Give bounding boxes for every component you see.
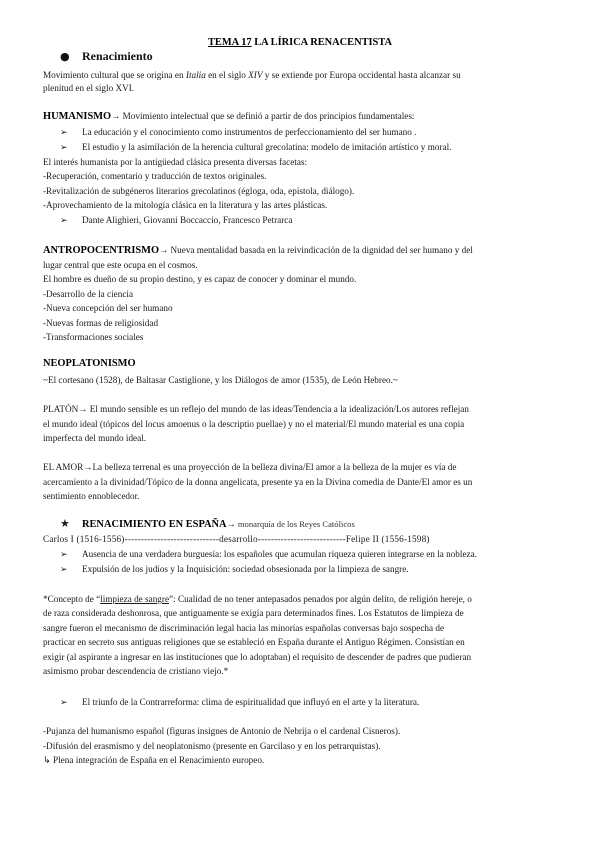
espana-sub: monarquía de los Reyes Católicos <box>235 519 355 529</box>
text-segment: y se extiende por Europa occidental hasta alcanzar su <box>262 70 461 80</box>
platon-term: PLATÓN <box>43 404 79 414</box>
final-line-3 <box>43 754 264 767</box>
text-segment: ”: Cualidad de no tener antepasados penados por algún delito, de religión hereje, o <box>169 594 472 604</box>
neoplatonismo-works: ~El cortesano (1528), de Baltasar Castiglione, y los Diálogos de amor (1535), de León Hebreo.~ <box>43 375 398 385</box>
antropocentrismo-term: ANTROPOCENTRISMO <box>43 245 160 256</box>
italic-italia: Italia <box>185 70 206 80</box>
bullet-icon: ● <box>60 50 70 63</box>
page-title <box>0 37 600 49</box>
humanismo-facet-2: -Revitalización de subgéneros literarios grecolatinos (égloga, oda, epístola, diálogo). <box>43 186 355 196</box>
antropocentrismo-line-1 <box>43 244 473 257</box>
humanismo-point-1 <box>60 126 416 139</box>
antropocentrismo-def: Nueva mentalidad basada en la reivindicación de la dignidad del ser humano y del <box>168 245 473 255</box>
concepto-line-1 <box>43 593 472 605</box>
renacimiento-heading <box>60 50 153 63</box>
arrow-bullet-icon: ➢ <box>60 698 68 708</box>
arrow-icon: → <box>159 245 169 255</box>
arrow-bullet-icon: ➢ <box>60 216 68 226</box>
espana-timeline: Carlos I (1516-1556)-----------------------------desarrollo---------------------------Felipe II (1556-1598) <box>43 534 430 544</box>
humanismo-interest: El interés humanista por la antigüedad clásica presenta diversas facetas: <box>43 157 308 167</box>
antropocentrismo-item-2: -Nueva concepción del ser humano <box>43 303 173 313</box>
neoplatonismo-heading: NEOPLATONISMO <box>43 358 136 369</box>
title-tema: TEMA 17 <box>208 37 252 48</box>
platon-line-3: imperfecta del mundo ideal. <box>43 433 147 443</box>
humanismo-point-2 <box>60 141 451 154</box>
point-text: El estudio y la asimilación de la herencia cultural grecolatina: modelo de imitación artístico y moral. <box>82 142 452 152</box>
platon-line-1 <box>43 403 469 415</box>
antropocentrismo-item-3: -Nuevas formas de religiosidad <box>43 318 159 328</box>
concepto-line-3: sangre fueron el mecanismo de discriminación legal hacia las minorías españolas conversas bajo sospecha de <box>43 623 445 633</box>
humanismo-facet-1: -Recuperación, comentario y traducción de textos originales. <box>43 171 267 181</box>
title-rest: LA LÍRICA RENACENTISTA <box>251 37 392 48</box>
humanismo-term: HUMANISMO <box>43 111 112 122</box>
text-segment: en el siglo <box>205 70 249 80</box>
platon-text: El mundo sensible es un reflejo del mundo de las ideas/Tendencia a la idealización/Los autores reflejan <box>87 404 469 414</box>
point-text: Ausencia de una verdadera burguesía: los españoles que acumulan riqueza quieren integrarse en la nobleza. <box>82 549 477 559</box>
antropocentrismo-item-4: -Transformaciones sociales <box>43 332 144 342</box>
arrow-icon: → <box>83 462 93 472</box>
espana-heading <box>60 518 355 531</box>
humanismo-authors <box>60 214 292 227</box>
antropocentrismo-item-1: -Desarrollo de la ciencia <box>43 289 134 299</box>
renacimiento-line-2: plenitud en el siglo XVI. <box>43 83 135 93</box>
star-icon: ★ <box>60 517 70 530</box>
humanismo-definition <box>43 110 415 123</box>
final-line-1: -Pujanza del humanismo español (figuras insignes de Antonio de Nebrija o el cardenal Cisneros). <box>43 726 401 736</box>
point-text: La educación y el conocimiento como instrumentos de perfeccionamiento del ser humano . <box>82 127 417 137</box>
espana-point-1 <box>60 548 477 561</box>
renacimiento-heading-text: Renacimiento <box>82 49 153 63</box>
authors-text: Dante Alighieri, Giovanni Boccaccio, Francesco Petrarca <box>82 215 293 225</box>
espana-point-2 <box>60 563 409 576</box>
point-text: El triunfo de la Contrarreforma: clima de espiritualidad que influyó en el arte y la literatura. <box>82 697 420 707</box>
antropocentrismo-line-2: lugar central que este ocupa en el cosmos. <box>43 260 198 270</box>
point-text: Expulsión de los judíos y la Inquisición: sociedad obsesionada por la limpieza de sangre. <box>82 564 409 574</box>
amor-term: EL AMOR <box>43 462 84 472</box>
amor-text: La belleza terrenal es una proyección de la belleza divina/El amor a la belleza de la mujer es vía de <box>92 462 457 472</box>
platon-line-2: el mundo ideal (tópicos del locus amoenus o la descriptio puellae) y no el material/El mundo material es una copia <box>43 419 465 429</box>
concepto-line-5: exigir (al aspirante a ingresar en las instituciones que lo adoptaban) el requisito de descender de padres que pudieran <box>43 652 472 662</box>
italic-xiv: XIV <box>248 70 263 80</box>
concepto-line-6: asimismo probar descendencia de cristiano viejo.* <box>43 666 229 676</box>
arrow-bullet-icon: ➢ <box>60 550 68 560</box>
antropocentrismo-line-3: El hombre es dueño de su propio destino, y es capaz de conocer y dominar el mundo. <box>43 274 357 284</box>
arrow-bullet-icon: ➢ <box>60 565 68 575</box>
amor-line-3: sentimiento ennoblecedor. <box>43 491 140 501</box>
final-text: Plena integración de España en el Renacimiento europeo. <box>50 755 265 765</box>
arrow-bullet-icon: ➢ <box>60 143 68 153</box>
arrow-icon: → <box>78 404 88 414</box>
amor-line-2: acercamiento a la divinidad/Tópico de la donna angelicata, presente ya en la Divina comedia de Dante/El amor es un <box>43 477 473 487</box>
text-segment: Movimiento cultural que se origina en <box>43 70 186 80</box>
final-line-2: -Difusión del erasmismo y del neoplatonismo (presente en Garcilaso y en los petrarquistas). <box>43 741 381 751</box>
concepto-line-2: de raza considerada deshonrosa, que antiguamente se exigía para determinados fines. Los Estatutos de limpieza de <box>43 608 464 618</box>
arrow-icon: → <box>226 519 236 529</box>
amor-line-1 <box>43 461 456 473</box>
return-arrow-icon: ↳ <box>43 755 51 766</box>
contrarreforma-point <box>60 696 419 709</box>
text-segment: *Concepto de “ <box>43 594 101 604</box>
arrow-icon: → <box>111 111 121 121</box>
humanismo-facet-3: -Aprovechamiento de la mitología clásica en la literatura y las artes plásticas. <box>43 200 328 210</box>
humanismo-def: Movimiento intelectual que se definió a partir de dos principios fundamentales: <box>120 111 415 121</box>
espana-heading-text: RENACIMIENTO EN ESPAÑA <box>82 519 227 530</box>
arrow-bullet-icon: ➢ <box>60 128 68 138</box>
renacimiento-line-1 <box>43 69 461 81</box>
concepto-line-4: practicar en secreto sus antiguas religiones que se estableció en España durante el Antiguo Régimen. Consistían en <box>43 637 465 647</box>
underlined-term: limpieza de sangre <box>100 594 170 604</box>
